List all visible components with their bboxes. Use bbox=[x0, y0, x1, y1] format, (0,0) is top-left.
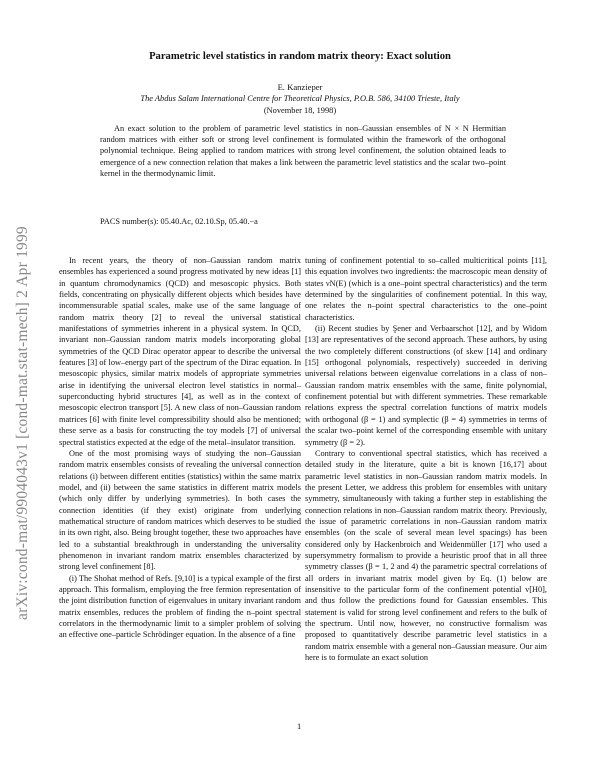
paper-title: Parametric level statistics in random matrix theory: Exact solution bbox=[149, 51, 451, 62]
paragraph: (i) The Shohat method of Refs. [9,10] is a typical example of the first approach. This formalism, employing the free fermion representation of the joint distribution function of eigenvalues in unitary invariant random matrix ensembles, reduces the problem of finding the n–point spectral correlators in the thermodynamic limit to a simpler problem of solving an effective one–particle Schrödinger equation. In the absence of a fine bbox=[59, 573, 301, 640]
paragraph: (ii) Recent studies by Şener and Verbaarschot [12], and by Widom [13] are representatives of the second approach. These authors, by using the two completely different constructions (of skew [14] and ordinary [15] orthogonal polynomials, respectively) succeeded in deriving universal relations between eigenvalue correlations in a class of non–Gaussian random matrix ensembles with the same, finite polynomial, confinement potential but with different symmetries. These remarkable relations express the spectral correlation functions of matrix models with orthogonal (β = 1) and symplectic (β = 4) symmetries in terms of the scalar two–point kernel of the corresponding ensemble with unitary symmetry (β = 2). bbox=[305, 324, 547, 447]
right-column bbox=[305, 255, 547, 663]
paragraph: One of the most promising ways of studying the non–Gaussian random matrix ensembles consists of revealing the universal connection relations (i) between different entities (statistics) within the same matrix model, and (ii) between the same statistics in different matrix models (which only differ by underlying symmetries). In both cases the connection identities (if they exist) originate from underlying mathematical structure of random matrices which deserves to be studied in its own right, also. Being brought together, these two approaches have led to a substantial breakthrough in understanding the universality phenomenon in invariant random matrix ensembles characterized by strong level confinement [8]. bbox=[59, 448, 301, 572]
pacs-numbers: PACS number(s): 05.40.Ac, 02.10.Sp, 05.40.−a bbox=[100, 217, 258, 226]
page-number: 1 bbox=[297, 722, 302, 731]
paragraph: Contrary to conventional spectral statistics, which has received a detailed study in the literature, quite a bit is known [16,17] about parametric level statistics in non–Gaussian random matrix models. In the present Letter, we address this problem for ensembles with unitary symmetry, simultaneously with taking a further step in establishing the connection relations in non–Gaussian random matrix theory. Previously, the issue of parametric correlations in non–Gaussian random matrix ensembles (on the scale of several mean level spacings) has been considered only by Hackenbroich and Weidenmüller [17] who used a supersymmetry formalism to provide a heuristic proof that in all three symmetry classes (β = 1, 2 and 4) the parametric spectral correlations of all orders in invariant matrix model given by Eq. (1) below are insensitive to the particular form of the confinement potential v[H0], and thus follow the predictions found for Gaussian ensembles. This statement is valid for strong level confinement and refers to the bulk of the spectrum. Until now, however, no constructive formalism was proposed to quantitatively describe parametric level statistics in a random matrix ensemble with a general non–Gaussian measure. Our aim here is to formulate an exact solution bbox=[305, 448, 547, 663]
paragraph: tuning of confinement potential to so–called multicritical points [11], this equation involves two ingredients: the macroscopic mean density of states νN(E) (which is a one–point spectral characteristics) and the term determined by the singularities of confinement potential. In this way, one relates the n–point spectral characteristics to the one–point characteristics. bbox=[305, 256, 547, 322]
abstract: An exact solution to the problem of parametric level statistics in non–Gaussian ensembles of N × N Hermitian random matrices with either soft or strong level confinement is formulated within the framework of the orthogonal polynomial technique. Being applied to random matrices with strong level confinement, the solution obtained leads to emergence of a new connection relation that makes a link between the parametric level statistics and the scalar two–point kernel in the thermodynamic limit. bbox=[100, 124, 506, 178]
paragraph: In recent years, the theory of non–Gaussian random matrix ensembles has experienced a sound progress motivated by new ideas [1] in quantum chromodynamics (QCD) and mesoscopic physics. Both fields, concentrating on physically different objects which besides have incommensurable spatial scales, make use of the same language of random matrix theory [2] to reveal the universal statistical manifestations of symmetries inherent in a physical system. In QCD, invariant non–Gaussian random matrix models incorporating global symmetries of the QCD Dirac operator appear to describe the universal features [3] of low–energy part of the spectrum of the Dirac equation. In mesoscopic physics, similar matrix models of appropriate symmetries arise in identifying the universal electron level statistics in normal–superconducting hybrid structures [4], as well as in the context of mesoscopic electron transport [5]. A new class of non–Gaussian random matrices [6] with finite level compressibility should also be mentioned; these serve as a basis for constructing the toy models [7] of universal spectral statistics expected at the edge of the metal–insulator transition. bbox=[59, 256, 301, 447]
arxiv-identifier: arXiv:cond-mat/9904043v1 [cond-mat.stat-mech] 2 Apr 1999 bbox=[14, 226, 31, 620]
left-column bbox=[59, 255, 301, 641]
affiliation: The Abdus Salam International Centre for Theoretical Physics, P.O.B. 586, 34100 Trieste, Italy bbox=[140, 94, 460, 103]
date: (November 18, 1998) bbox=[263, 106, 337, 115]
author: E. Kanzieper bbox=[277, 82, 323, 92]
